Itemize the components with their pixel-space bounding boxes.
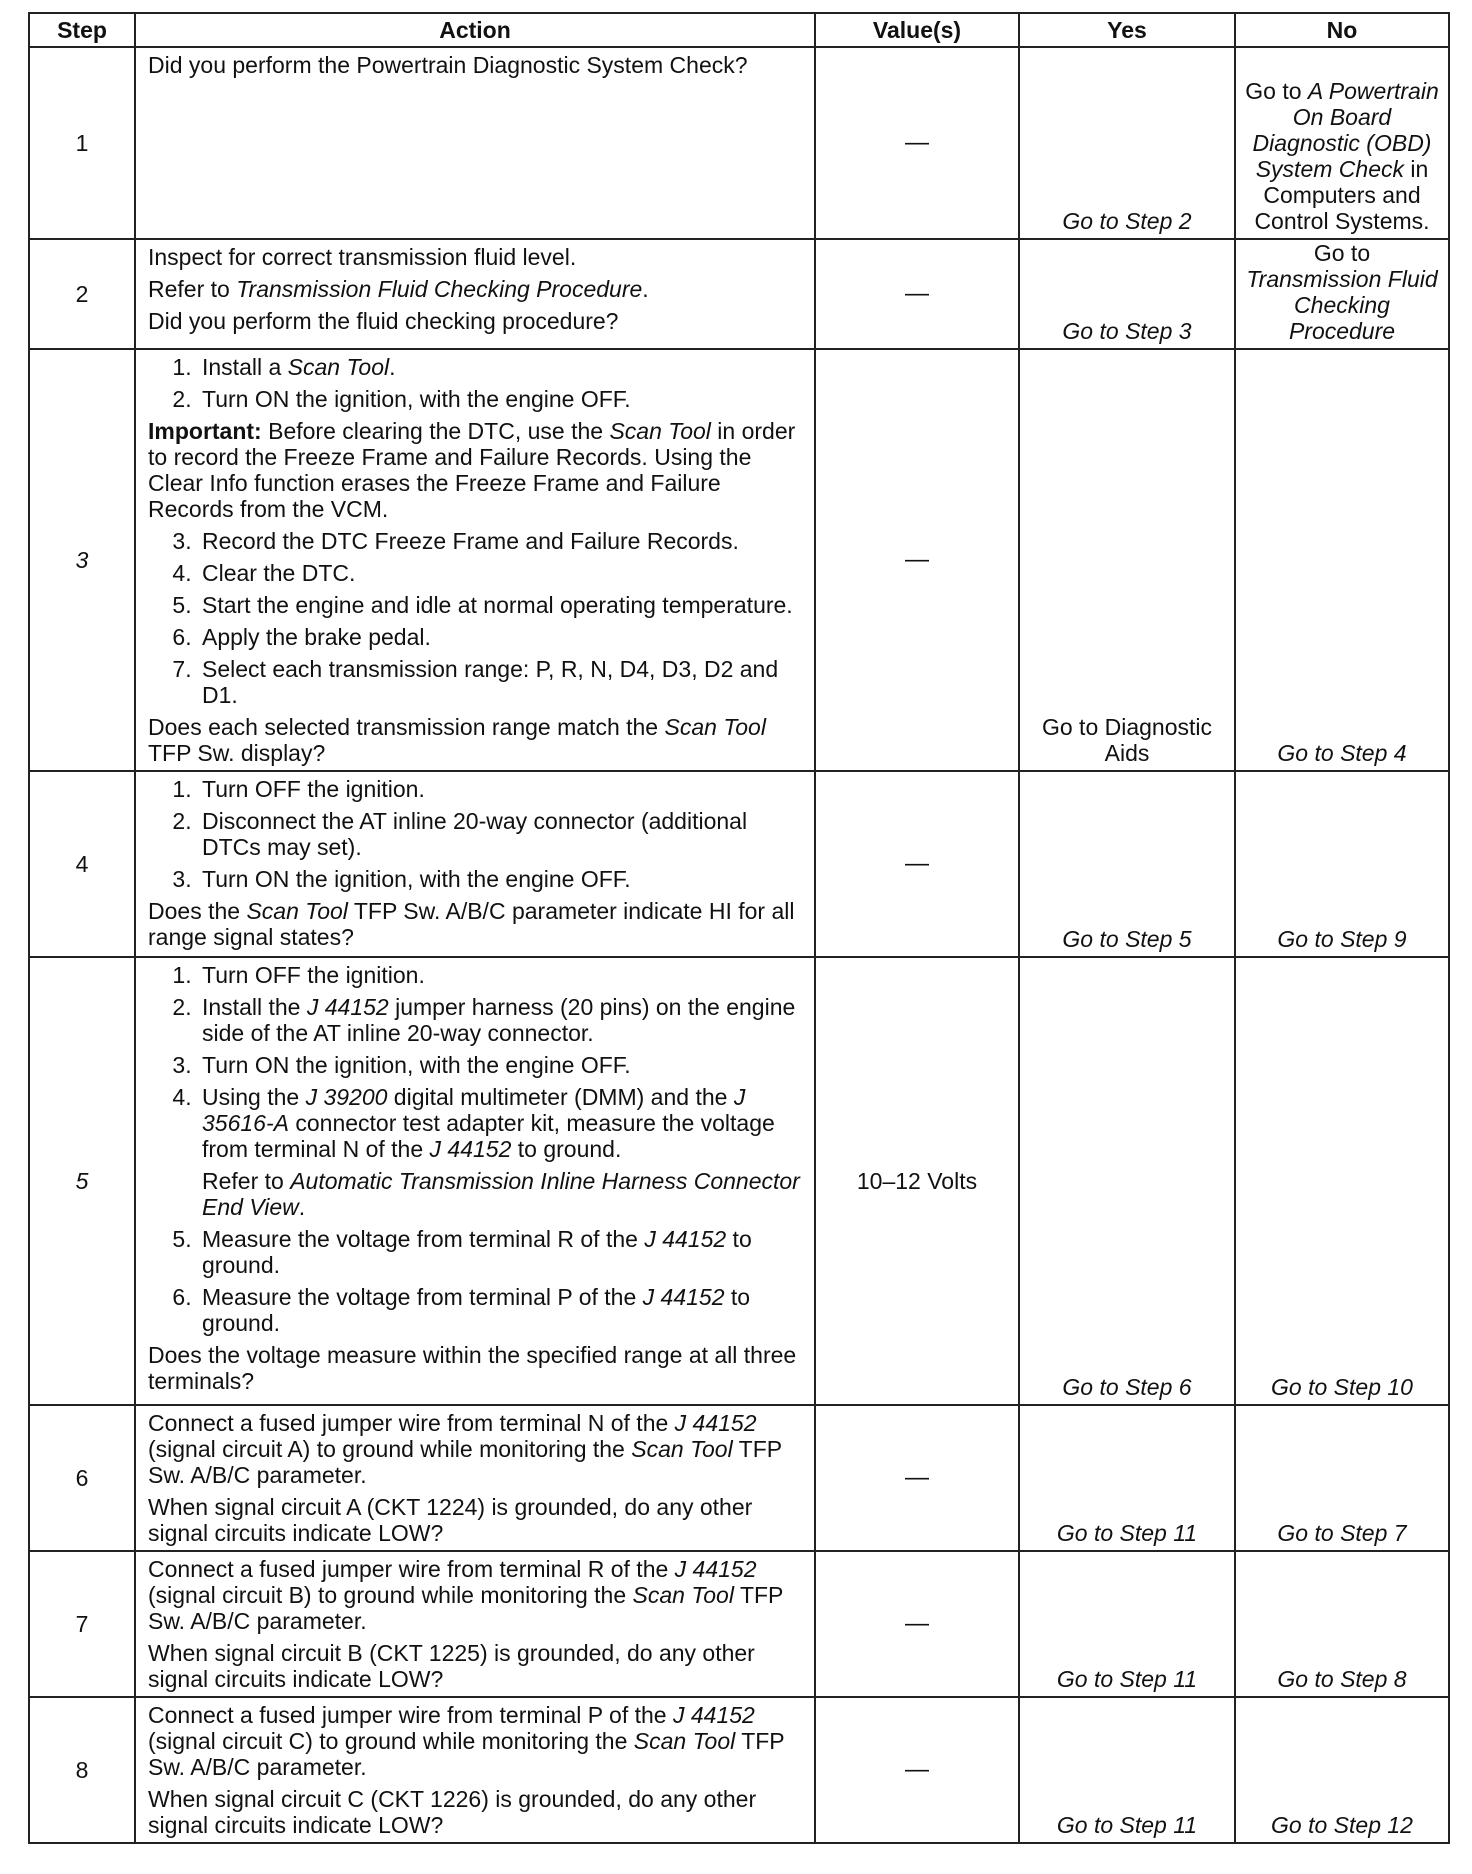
action-step: 3. Turn ON the ignition, with the engine OFF. bbox=[198, 866, 802, 892]
action-step bbox=[198, 994, 802, 1046]
value-cell: — bbox=[815, 349, 1019, 771]
tool-name: J 35616-A bbox=[202, 1084, 746, 1136]
no-cell: Go to Step 8 bbox=[1235, 1551, 1449, 1697]
action-step: 6. Apply the brake pedal. bbox=[198, 624, 802, 650]
value-cell: — bbox=[815, 47, 1019, 239]
action-steps bbox=[148, 354, 802, 412]
header-action: Action bbox=[135, 13, 815, 47]
action-step: 4. Clear the DTC. bbox=[198, 560, 802, 586]
no-text: Go to bbox=[1313, 240, 1371, 266]
action-question: When signal circuit B (CKT 1225) is grounded, do any other signal circuits indicate LOW? bbox=[148, 1640, 755, 1692]
action-step: 3. Turn ON the ignition, with the engine OFF. bbox=[198, 1052, 802, 1078]
diagnostic-table bbox=[28, 12, 1450, 1844]
value-cell: — bbox=[815, 1551, 1019, 1697]
text: Connect a fused jumper wire from terminal N of the bbox=[148, 1410, 675, 1436]
text: to ground. bbox=[202, 1226, 752, 1278]
tool-name: J 44152 bbox=[642, 1284, 725, 1310]
action-step: 2. Disconnect the AT inline 20-way connector (additional DTCs may set). bbox=[198, 808, 802, 860]
text: jumper harness (20 pins) on the engine side of the AT inline 20-way connector. bbox=[202, 994, 796, 1046]
value-cell: 10–12 Volts bbox=[815, 957, 1019, 1405]
yes-cell: Go to Step 11 bbox=[1019, 1405, 1235, 1551]
action-question: When signal circuit C (CKT 1226) is grounded, do any other signal circuits indicate LOW? bbox=[148, 1786, 757, 1838]
action-steps bbox=[148, 776, 802, 892]
text: in order to record the Freeze Frame and Failure Records. Using the Clear Info function erases the Freeze Frame and Failure Records from the VCM. bbox=[148, 418, 796, 522]
action-cell bbox=[135, 47, 815, 239]
no-link: Transmission Fluid Checking Procedure bbox=[1246, 266, 1438, 344]
header-yes: Yes bbox=[1019, 13, 1235, 47]
action-text: Inspect for correct transmission fluid level. bbox=[148, 244, 577, 270]
action-steps bbox=[148, 1226, 802, 1336]
text: Does the bbox=[148, 898, 247, 924]
text: TFP Sw. A/B/C parameter. bbox=[148, 1582, 783, 1634]
tool-name: Scan Tool bbox=[632, 1582, 734, 1608]
tool-name: J 44152 bbox=[429, 1136, 512, 1162]
action-text bbox=[148, 1702, 802, 1780]
action-cell bbox=[135, 1405, 815, 1551]
table-row bbox=[29, 771, 1449, 957]
text: Measure the voltage from terminal R of the bbox=[202, 1226, 645, 1252]
action-question: When signal circuit A (CKT 1224) is grounded, do any other signal circuits indicate LOW? bbox=[148, 1494, 753, 1546]
action-cell bbox=[135, 239, 815, 349]
action-cell bbox=[135, 771, 815, 957]
step-number: 3 bbox=[29, 349, 135, 771]
table-row bbox=[29, 1697, 1449, 1843]
tool-name: J 39200 bbox=[305, 1084, 388, 1110]
no-cell: Go to Step 10 bbox=[1235, 957, 1449, 1405]
text: (signal circuit B) to ground while monitoring the bbox=[148, 1582, 633, 1608]
header-step: Step bbox=[29, 13, 135, 47]
table-row bbox=[29, 957, 1449, 1405]
action-steps bbox=[148, 528, 802, 708]
yes-cell: Go to Step 2 bbox=[1019, 47, 1235, 239]
action-text bbox=[148, 276, 802, 302]
action-step bbox=[198, 354, 802, 380]
text: Before clearing the DTC, use the bbox=[261, 418, 610, 444]
important-label: Important: bbox=[148, 418, 262, 444]
value-cell: — bbox=[815, 239, 1019, 349]
no-text: Go to bbox=[1245, 78, 1308, 104]
table-row bbox=[29, 47, 1449, 239]
no-cell: Go to Step 9 bbox=[1235, 771, 1449, 957]
tool-name: Scan Tool bbox=[246, 898, 348, 924]
action-step: 5. Start the engine and idle at normal operating temperature. bbox=[198, 592, 802, 618]
header-row bbox=[29, 13, 1449, 47]
action-step: 1. Turn OFF the ignition. bbox=[198, 776, 802, 802]
tool-name: Scan Tool bbox=[664, 714, 766, 740]
value-cell: — bbox=[815, 1405, 1019, 1551]
tool-name: J 44152 bbox=[644, 1226, 727, 1252]
action-step: 2. Turn ON the ignition, with the engine OFF. bbox=[198, 386, 802, 412]
tool-name: J 44152 bbox=[306, 994, 389, 1020]
yes-cell: Go to Step 3 bbox=[1019, 239, 1235, 349]
important-note bbox=[148, 418, 802, 522]
reference-text: Automatic Transmission Inline Harness Connector End View bbox=[202, 1168, 800, 1220]
value-cell: — bbox=[815, 1697, 1019, 1843]
table-row bbox=[29, 1551, 1449, 1697]
table-row bbox=[29, 1405, 1449, 1551]
tool-name: Scan Tool bbox=[609, 418, 711, 444]
tool-name: Scan Tool bbox=[633, 1728, 736, 1754]
no-text: in Computers and Control Systems. bbox=[1254, 156, 1430, 234]
yes-cell: Go to Diagnostic Aids bbox=[1019, 349, 1235, 771]
text: to ground. bbox=[511, 1136, 622, 1162]
text: Using the bbox=[202, 1084, 306, 1110]
text: Install a bbox=[202, 354, 288, 380]
text: (signal circuit C) to ground while monitoring the bbox=[148, 1728, 634, 1754]
text: Refer to bbox=[202, 1168, 291, 1194]
yes-cell: Go to Step 5 bbox=[1019, 771, 1235, 957]
action-cell bbox=[135, 349, 815, 771]
action-step bbox=[198, 1226, 802, 1278]
text: TFP Sw. display? bbox=[148, 740, 326, 766]
tool-name: Scan Tool bbox=[631, 1436, 733, 1462]
no-cell: Go to Step 12 bbox=[1235, 1697, 1449, 1843]
text: Connect a fused jumper wire from terminal P of the bbox=[148, 1702, 673, 1728]
no-cell: Go to Step 4 bbox=[1235, 349, 1449, 771]
action-step: 7. Select each transmission range: P, R, N, D4, D3, D2 and D1. bbox=[198, 656, 802, 708]
step-number: 2 bbox=[29, 239, 135, 349]
action-question bbox=[148, 714, 802, 766]
action-step bbox=[198, 1284, 802, 1336]
step-number: 8 bbox=[29, 1697, 135, 1843]
text: Does each selected transmission range match the bbox=[148, 714, 665, 740]
step-number: 5 bbox=[29, 957, 135, 1405]
action-cell bbox=[135, 1697, 815, 1843]
text: TFP Sw. A/B/C parameter. bbox=[148, 1436, 782, 1488]
value-cell: — bbox=[815, 771, 1019, 957]
action-text bbox=[148, 1556, 802, 1634]
action-question: Does the voltage measure within the specified range at all three terminals? bbox=[148, 1342, 797, 1394]
table-row bbox=[29, 239, 1449, 349]
text: connector test adapter kit, measure the voltage from terminal N of the bbox=[202, 1110, 775, 1162]
step-number: 4 bbox=[29, 771, 135, 957]
tool-name: Scan Tool bbox=[287, 354, 390, 380]
action-step bbox=[198, 1084, 802, 1162]
yes-cell: Go to Step 11 bbox=[1019, 1551, 1235, 1697]
text: Connect a fused jumper wire from terminal R of the bbox=[148, 1556, 675, 1582]
text: digital multimeter (DMM) and the bbox=[387, 1084, 734, 1110]
step-number: 7 bbox=[29, 1551, 135, 1697]
no-cell bbox=[1235, 47, 1449, 239]
text: (signal circuit A) to ground while monitoring the bbox=[148, 1436, 632, 1462]
action-question: Did you perform the fluid checking procedure? bbox=[148, 308, 619, 334]
text: . bbox=[389, 354, 396, 380]
text: Measure the voltage from terminal P of the bbox=[202, 1284, 643, 1310]
reference-text: Transmission Fluid Checking Procedure bbox=[236, 276, 643, 302]
text: . bbox=[642, 276, 649, 302]
no-cell: Go to Step 7 bbox=[1235, 1405, 1449, 1551]
header-values: Value(s) bbox=[815, 13, 1019, 47]
text: Install the bbox=[202, 994, 307, 1020]
action-cell bbox=[135, 1551, 815, 1697]
no-link: A Powertrain On Board Diagnostic (OBD) System Check bbox=[1252, 78, 1439, 182]
action-step: 1. Turn OFF the ignition. bbox=[198, 962, 802, 988]
action-question bbox=[148, 898, 802, 950]
no-cell bbox=[1235, 239, 1449, 349]
yes-cell: Go to Step 6 bbox=[1019, 957, 1235, 1405]
action-question: Did you perform the Powertrain Diagnostic System Check? bbox=[148, 52, 748, 78]
tool-name: J 44152 bbox=[674, 1410, 757, 1436]
table-row bbox=[29, 349, 1449, 771]
action-step: 3. Record the DTC Freeze Frame and Failure Records. bbox=[198, 528, 802, 554]
text: TFP Sw. A/B/C parameter indicate HI for all range signal states? bbox=[148, 898, 795, 950]
step-number: 1 bbox=[29, 47, 135, 239]
header-no: No bbox=[1235, 13, 1449, 47]
text: Refer to bbox=[148, 276, 237, 302]
tool-name: J 44152 bbox=[674, 1556, 757, 1582]
text: to ground. bbox=[202, 1284, 751, 1336]
step-number: 6 bbox=[29, 1405, 135, 1551]
yes-cell: Go to Step 11 bbox=[1019, 1697, 1235, 1843]
action-cell bbox=[135, 957, 815, 1405]
text: TFP Sw. A/B/C parameter. bbox=[148, 1728, 785, 1780]
reference-note bbox=[198, 1168, 802, 1220]
tool-name: J 44152 bbox=[672, 1702, 755, 1728]
action-text bbox=[148, 1410, 802, 1488]
action-steps bbox=[148, 962, 802, 1162]
text: . bbox=[298, 1194, 306, 1220]
